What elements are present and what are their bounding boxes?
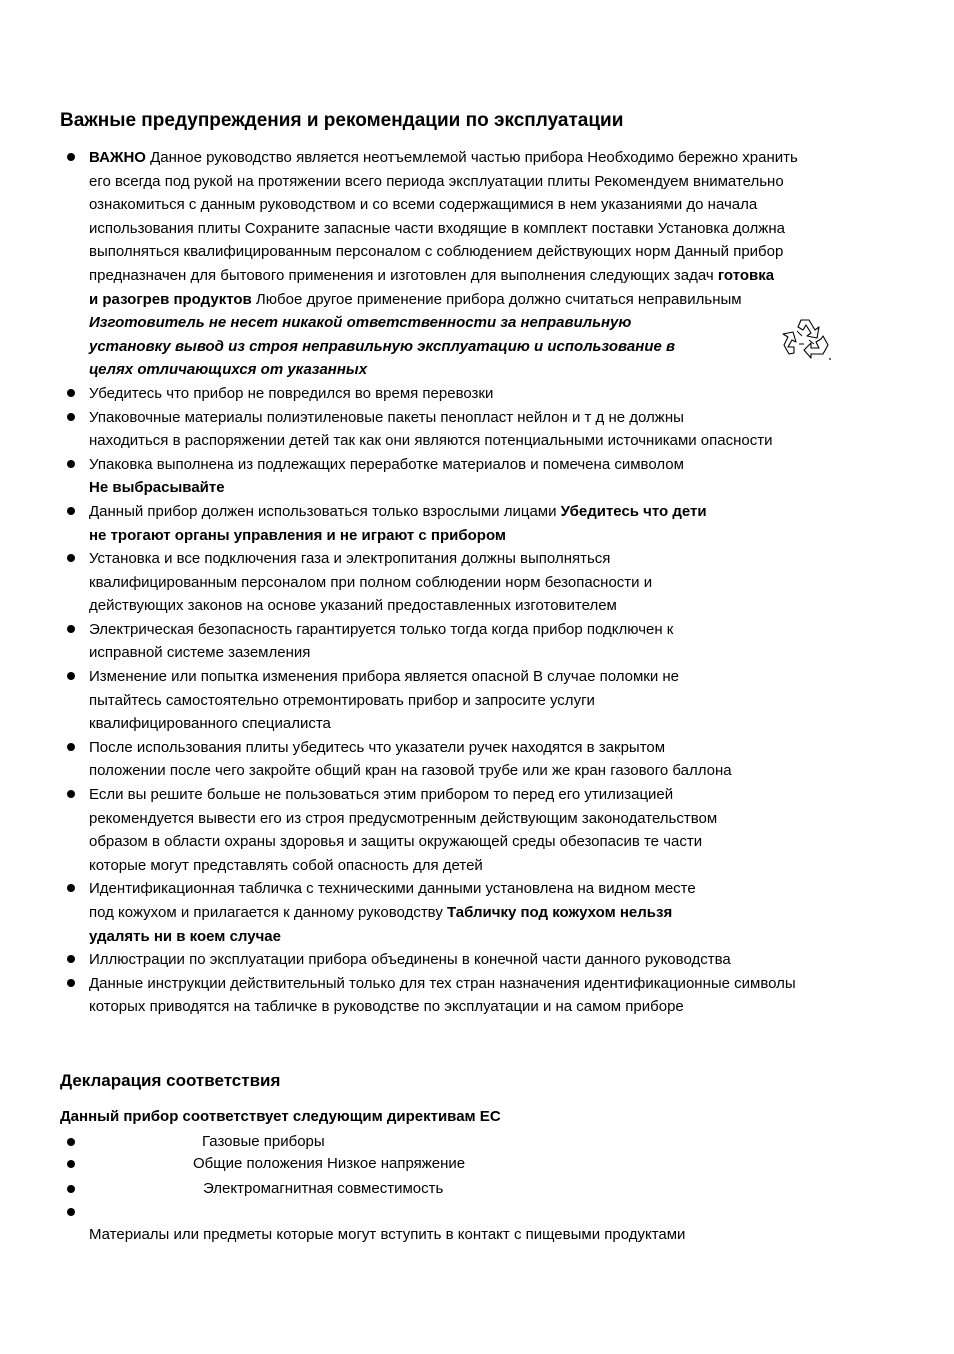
- warning-emphasis: и разогрев продуктов: [89, 290, 252, 308]
- warning-emphasis: готовка: [717, 266, 775, 284]
- warning-item: [0, 618, 869, 665]
- warning-text: Электрическая безопасность гарантируется только тогда когда прибор подключен к: [89, 620, 674, 638]
- warning-line: [89, 807, 869, 831]
- bullet-dot: [67, 979, 75, 987]
- warning-emphasis: Табличку под кожухом нельзя: [447, 904, 673, 921]
- warning-text: находиться в распоряжении детей так как они являются потенциальными источниками опасности: [89, 432, 773, 450]
- bullet-dot: [67, 460, 75, 468]
- warning-line: [89, 193, 869, 217]
- warning-text: которых приводятся на табличке в руководстве по эксплуатации и на самом приборе: [89, 998, 684, 1016]
- warning-line: [89, 712, 869, 736]
- bullet-dot: [67, 884, 75, 892]
- warning-line: [89, 358, 869, 382]
- warning-text: квалифицированного специалиста: [89, 715, 331, 733]
- bullet-dot: [67, 1185, 75, 1193]
- declaration-subtitle: Данный прибор соответствует следующим директивам ЕС: [60, 1108, 501, 1125]
- bullet-dot: [67, 625, 75, 633]
- bullet-dot: [67, 389, 75, 397]
- warning-emphasis: установку вывод из строя неправильную эксплуатацию и использование в: [89, 337, 676, 355]
- warning-text: Данные инструкции действительный только для тех стран назначения идентификационные символы: [89, 974, 796, 992]
- warning-line: [89, 288, 869, 312]
- warning-line: [89, 264, 869, 288]
- warning-text: Установка и все подключения газа и электропитания должны выполняться: [89, 550, 611, 568]
- bullet-dot: [67, 1138, 75, 1146]
- warning-line: [89, 972, 869, 996]
- warning-item: [0, 146, 869, 382]
- warning-text: ознакомиться с данным руководством и со всеми содержащимися в нем указаниями до начала: [89, 196, 758, 214]
- bullet-dot: [67, 1160, 75, 1168]
- warning-line: [89, 524, 869, 548]
- warning-item: [0, 547, 869, 618]
- warning-line: [89, 594, 869, 618]
- warning-text: Данное руководство является неотъемлемой частью прибора Необходимо бережно хранить: [145, 149, 798, 166]
- warning-text: После использования плиты убедитесь что указатели ручек находятся в закрытом: [89, 738, 666, 756]
- warning-line: [89, 948, 869, 972]
- warning-text: положении после чего закройте общий кран на газовой трубе или же кран газового баллона: [89, 762, 732, 780]
- warning-line: [89, 854, 869, 878]
- declaration-materials: Материалы или предметы которые могут вступить в контакт с пищевыми продуктами: [89, 1226, 686, 1243]
- bullet-dot: [67, 672, 75, 680]
- warning-item: [0, 972, 869, 1019]
- warning-text: предназначен для бытового применения и изготовлен для выполнения следующих задач: [89, 266, 718, 284]
- warning-text: действующих законов на основе указаний предоставленных изготовителем: [89, 597, 617, 615]
- warning-line: [89, 406, 869, 430]
- warning-text: Идентификационная табличка с техническими данными установлена на видном месте: [89, 880, 696, 898]
- bullet-dot: [67, 153, 75, 161]
- warning-line: [89, 240, 869, 264]
- directive-item: [0, 1201, 954, 1223]
- directive-text: Электромагнитная совместимость: [203, 1180, 444, 1197]
- warning-text: Упаковочные материалы полиэтиленовые пакеты пенопласт нейлон и т д не должны: [89, 408, 684, 426]
- directive-item: [0, 1131, 954, 1153]
- warning-text: Иллюстрации по эксплуатации прибора объединены в конечной части данного руководства: [89, 951, 731, 969]
- bullet-dot: [67, 413, 75, 421]
- warning-line: [89, 665, 869, 689]
- warning-text: образом в области охраны здоровья и защиты окружающей среды обезопасив те части: [89, 833, 703, 851]
- warning-item: [0, 500, 869, 547]
- warning-item: [0, 665, 869, 736]
- warning-emphasis: ВАЖНО: [89, 149, 146, 166]
- warning-text: Данный прибор должен использоваться только взрослыми лицами: [89, 502, 561, 520]
- bullet-dot: [67, 554, 75, 562]
- warning-text: Изменение или попытка изменения прибора является опасной В случае поломки не: [89, 668, 680, 686]
- warning-line: [89, 170, 869, 194]
- bullet-dot: [67, 790, 75, 798]
- warning-text: выполняться квалифицированным персоналом с соблюдением действующих норм Данный прибор: [89, 243, 784, 261]
- warning-text: его всегда под рукой на протяжении всего периода эксплуатации плиты Рекомендуем внимательно: [89, 172, 784, 190]
- warning-emphasis: целях отличающихся от указанных: [89, 361, 368, 379]
- warning-text: Убедитесь что прибор не повредился во время перевозки: [89, 384, 494, 402]
- warning-text: Упаковка выполнена из подлежащих переработке материалов и помечена символом: [89, 455, 684, 473]
- warning-line: [89, 311, 869, 335]
- warning-text: использования плиты Сохраните запасные части входящие в комплект поставки Установка должна: [89, 219, 785, 237]
- directive-text: Газовые приборы: [202, 1133, 325, 1150]
- warning-line: [89, 689, 869, 713]
- recycle-icon: [779, 314, 833, 362]
- warning-text: исправной системе заземления: [89, 644, 311, 662]
- warning-line: [89, 641, 869, 665]
- warning-line: [89, 500, 869, 524]
- warning-line: [89, 335, 869, 359]
- warning-emphasis: Изготовитель не несет никакой ответственности за неправильную: [89, 314, 632, 332]
- bullet-dot: [67, 507, 75, 515]
- warning-line: [89, 830, 869, 854]
- warning-line: [89, 146, 869, 170]
- warning-item: [0, 406, 869, 453]
- warning-line: [89, 476, 869, 500]
- warning-line: [89, 547, 869, 571]
- warning-text: квалифицированным персоналом при полном соблюдении норм безопасности и: [89, 573, 653, 591]
- warning-item: [0, 948, 869, 972]
- warning-line: [89, 759, 869, 783]
- directive-item: [0, 1178, 954, 1200]
- bullet-dot: [67, 1208, 75, 1216]
- warning-item: [0, 783, 869, 877]
- warning-item: [0, 453, 869, 500]
- bullet-dot: [67, 743, 75, 751]
- warning-emphasis: удалять ни в коем случае: [89, 927, 281, 945]
- warning-line: [89, 925, 869, 949]
- warning-emphasis: Не выбрасывайте: [89, 479, 225, 497]
- warning-text: под кожухом и прилагается к данному руководству: [89, 904, 447, 921]
- warning-line: [89, 877, 869, 901]
- directive-text: Общие положения Низкое напряжение: [193, 1155, 466, 1172]
- warning-line: [89, 217, 869, 241]
- warning-text: Любое другое применение прибора должно считаться неправильным: [251, 290, 742, 308]
- warning-text: рекомендуется вывести его из строя предусмотренным действующим законодательством: [89, 809, 718, 827]
- warning-emphasis: Убедитесь что дети: [560, 502, 707, 520]
- warning-emphasis: не трогают органы управления и не играют с прибором: [89, 526, 507, 544]
- warning-line: [89, 453, 869, 477]
- directive-item: [0, 1153, 954, 1175]
- warning-line: [89, 736, 869, 760]
- warning-item: [0, 877, 869, 948]
- warning-line: [89, 901, 869, 925]
- warning-text: Если вы решите больше не пользоваться этим прибором то перед его утилизацией: [89, 786, 674, 804]
- warning-line: [89, 783, 869, 807]
- warning-line: [89, 995, 869, 1019]
- warning-line: [89, 429, 869, 453]
- warning-text: которые могут представлять собой опасность для детей: [89, 856, 483, 874]
- warning-line: [89, 382, 869, 406]
- declaration-title: Декларация соответствия: [60, 1071, 281, 1090]
- warnings-list: [0, 146, 954, 1019]
- warning-text: пытайтесь самостоятельно отремонтировать прибор и запросите услуги: [89, 691, 595, 709]
- warning-line: [89, 571, 869, 595]
- bullet-dot: [67, 955, 75, 963]
- warning-line: [89, 618, 869, 642]
- warning-item: [0, 736, 869, 783]
- warnings-title: Важные предупреждения и рекомендации по эксплуатации: [60, 110, 624, 131]
- warning-item: [0, 382, 869, 406]
